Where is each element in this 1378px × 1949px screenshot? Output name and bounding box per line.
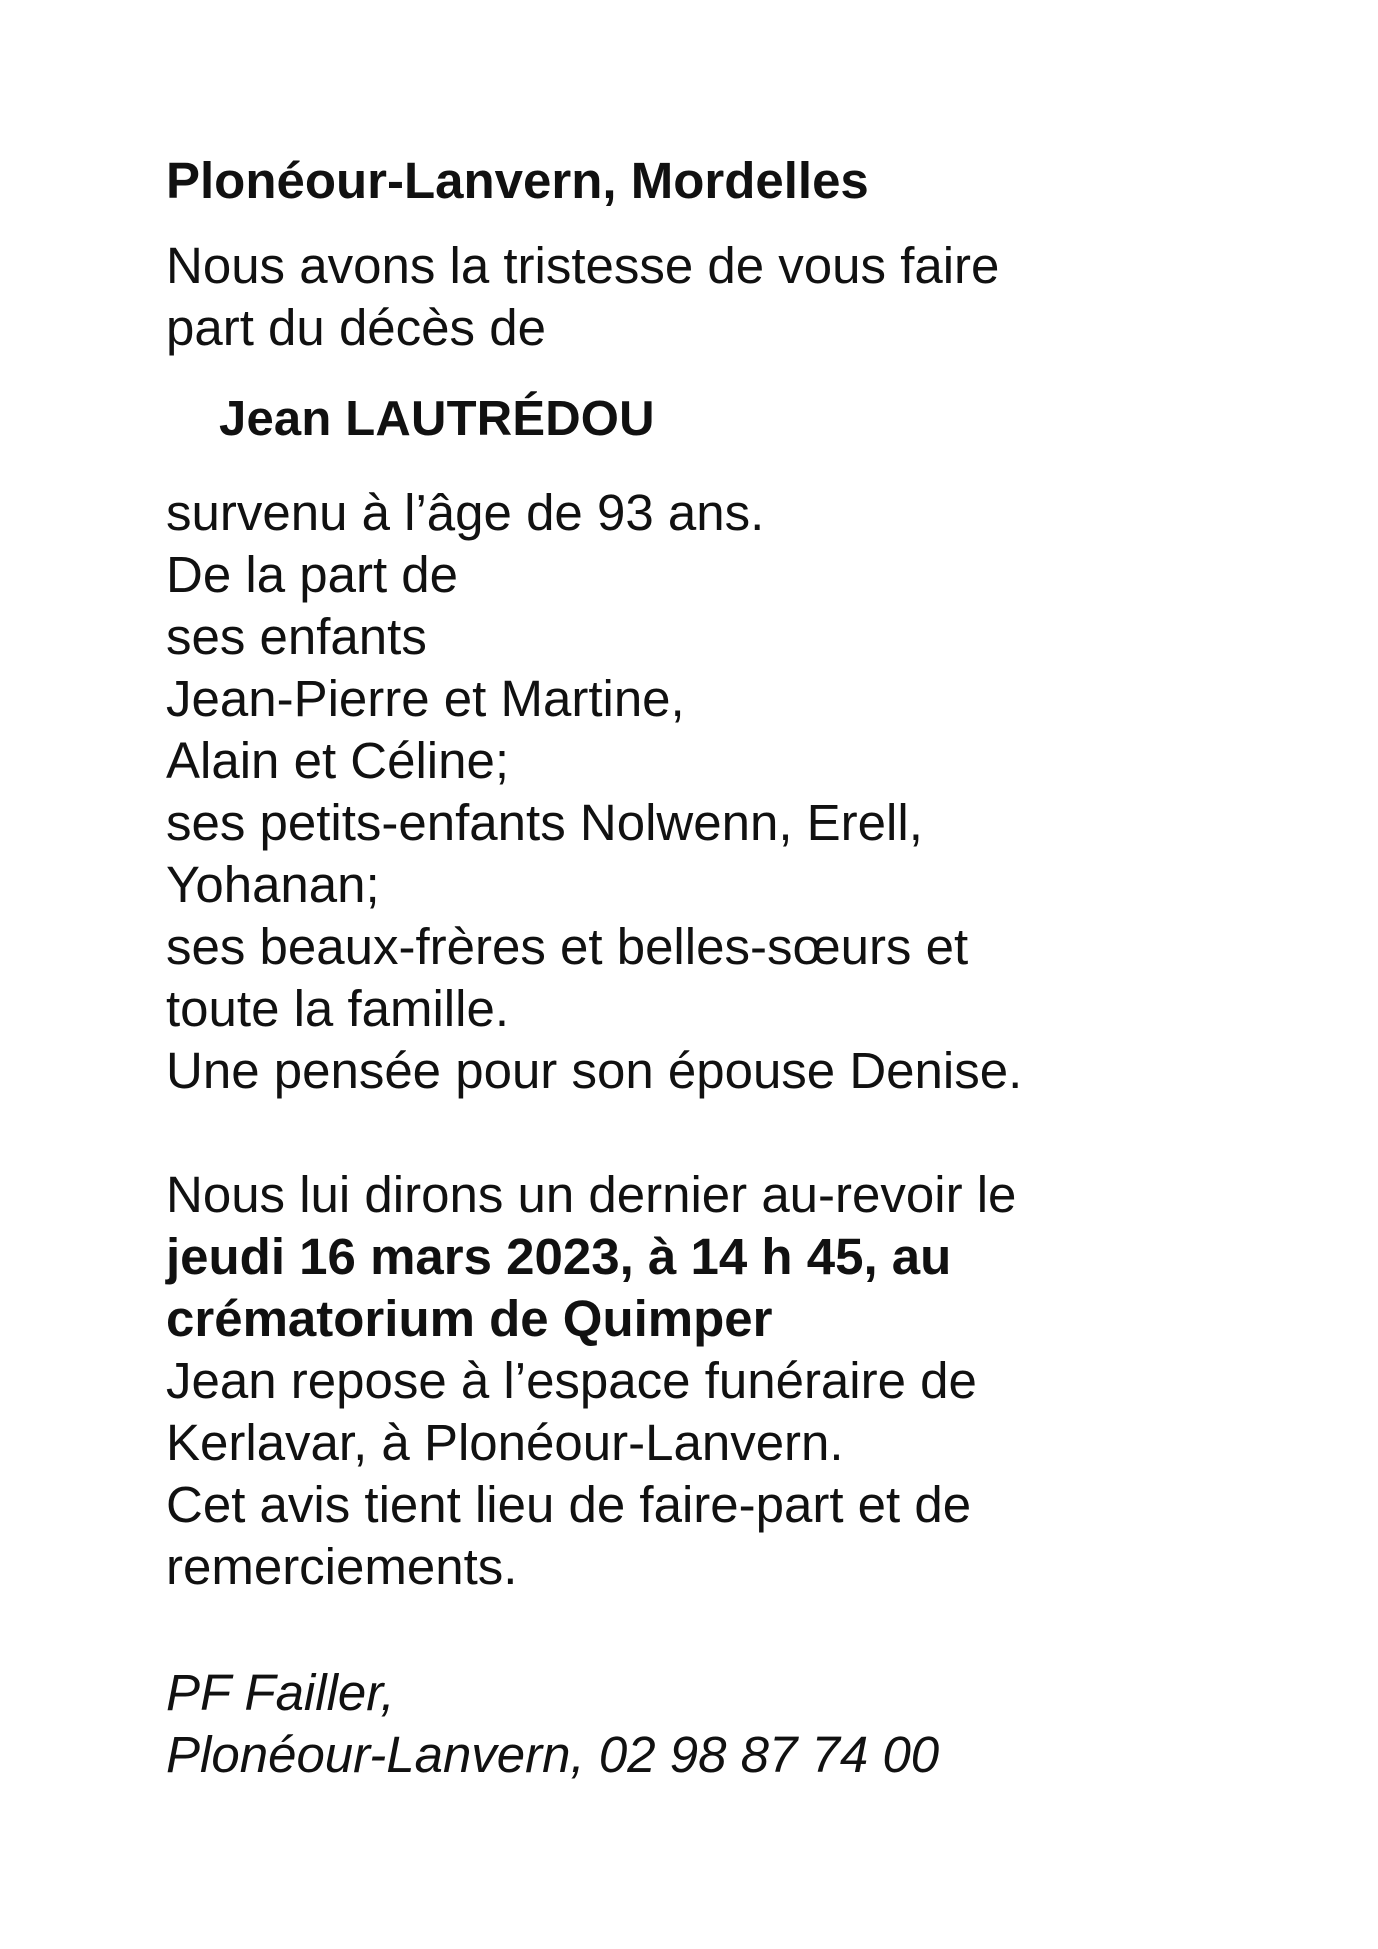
details-line: Une pensée pour son épouse Denise. [166, 1042, 1023, 1099]
details-paragraph [166, 482, 1266, 1102]
obituary-notice [166, 150, 1266, 1786]
funeral-home-signature [166, 1662, 1266, 1786]
ceremony-line: Jean repose à l’espace funéraire de [166, 1352, 977, 1409]
details-line: ses petits-enfants Nolwenn, Erell, [166, 794, 923, 851]
ceremony-date-place: crématorium de Quimper [166, 1290, 773, 1347]
intro-line: part du décès de [166, 299, 546, 356]
details-line: survenu à l’âge de 93 ans. [166, 484, 765, 541]
details-line: Alain et Céline; [166, 732, 510, 789]
details-line: ses enfants [166, 608, 427, 665]
details-line: Yohanan; [166, 856, 380, 913]
details-line: De la part de [166, 546, 459, 603]
signature-line: Plonéour-Lanvern, 02 98 87 74 00 [166, 1726, 940, 1783]
ceremony-paragraph [166, 1164, 1266, 1598]
intro-line: Nous avons la tristesse de vous faire [166, 237, 1000, 294]
details-line: Jean-Pierre et Martine, [166, 670, 685, 727]
details-line: ses beaux-frères et belles-sœurs et [166, 918, 969, 975]
signature-line: PF Failler, [166, 1664, 395, 1721]
details-line: toute la famille. [166, 980, 510, 1037]
ceremony-line: Kerlavar, à Plonéour-Lanvern. [166, 1414, 844, 1471]
ceremony-line: remerciements. [166, 1538, 518, 1595]
ceremony-date-place: jeudi 16 mars 2023, à 14 h 45, au [166, 1228, 952, 1285]
location-heading: Plonéour-Lanvern, Mordelles [166, 152, 869, 209]
deceased-name: Jean LAUTRÉDOU [219, 392, 655, 446]
ceremony-intro: Nous lui dirons un dernier au-revoir le [166, 1166, 1017, 1223]
intro-paragraph [166, 235, 1266, 359]
ceremony-line: Cet avis tient lieu de faire-part et de [166, 1476, 972, 1533]
